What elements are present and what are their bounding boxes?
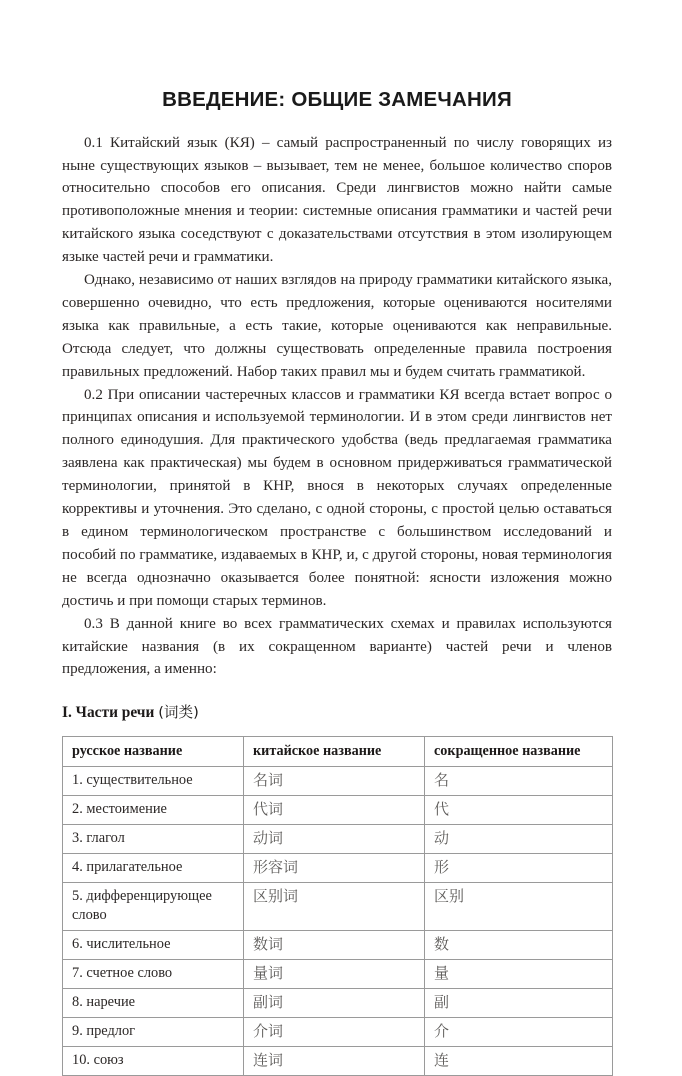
cell-abbr: 副	[425, 989, 613, 1018]
cell-chinese: 形容词	[244, 854, 425, 883]
table-row	[63, 989, 613, 1018]
table-row	[63, 1018, 613, 1047]
table-row	[63, 883, 613, 931]
cell-russian: 4. прилагательное	[63, 854, 244, 883]
cell-russian: 3. глагол	[63, 825, 244, 854]
table-row	[63, 1047, 613, 1076]
cell-russian: 10. союз	[63, 1047, 244, 1076]
table-header-row	[63, 737, 613, 767]
cell-abbr: 动	[425, 825, 613, 854]
table-body	[63, 767, 613, 1076]
parts-of-speech-table	[62, 736, 613, 1076]
cell-abbr: 量	[425, 960, 613, 989]
cell-chinese: 连词	[244, 1047, 425, 1076]
cell-chinese: 副词	[244, 989, 425, 1018]
table-row	[63, 931, 613, 960]
paragraph-0-1: 0.1 Китайский язык (КЯ) – самый распространенный по числу говорящих из ныне существующих языков – вызывает, тем не менее, большое количество споров относительно способов его описания. Среди лингвистов можно найти самые противоположные мнения и теории: системные описания грамматики и частей речи китайского языка соседствуют с доказательствами отсутствия в этом изолирующем языке частей речи и грамматики.	[62, 134, 612, 266]
page-title: ВВЕДЕНИЕ: ОБЩИЕ ЗАМЕЧАНИЯ	[162, 88, 512, 111]
cell-russian: 6. числительное	[63, 931, 244, 960]
cell-russian: 9. предлог	[63, 1018, 244, 1047]
paragraph-0-2: 0.2 При описании частеречных классов и грамматики КЯ всегда встает вопрос о принципах описания и используемой терминологии. И в этом среди лингвистов нет полного единодушия. Для практического удобства (ведь предлагаемая грамматика заявлена как практическая) мы будем в основном придерживаться грамматической терминологии, принятой в КНР, внося в некоторых случаях определенные коррективы и уточнения. Это сделано, с одной стороны, с простой целью оставаться в едином терминологическом пространстве с большинством исследований и пособий по грамматике, издаваемых в КНР, и, с другой стороны, новая терминология не всегда однозначно оказывается более понятной: ясности изложения можно достичь и при помощи старых терминов.	[62, 386, 612, 609]
cell-abbr: 连	[425, 1047, 613, 1076]
section-heading-chinese: (词类)	[158, 704, 199, 722]
table-row	[63, 960, 613, 989]
cell-chinese: 量词	[244, 960, 425, 989]
paragraph-0-3: 0.3 В данной книге во всех грамматических схемах и правилах используются китайские названия (в их сокращенном варианте) частей речи и членов предложения, а именно:	[62, 615, 612, 678]
section-heading-russian: I. Части речи	[62, 704, 155, 722]
cell-abbr: 形	[425, 854, 613, 883]
cell-russian: 1. существительное	[63, 767, 244, 796]
cell-abbr: 区别	[425, 883, 613, 931]
cell-chinese: 名词	[244, 767, 425, 796]
paragraph-however: Однако, независимо от наших взглядов на природу грамматики китайского языка, совершенно очевидно, что есть предложения, которые оцениваются носителями языка как правильные, а есть такие, которые оцениваются как неправильные. Отсюда следует, что должны существовать определенные правила построения правильных предложений. Набор таких правил мы и будем считать грамматикой.	[62, 272, 612, 380]
page-content	[62, 88, 612, 1076]
column-header-russian-name: русское название	[63, 737, 244, 767]
cell-abbr: 名	[425, 767, 613, 796]
cell-chinese: 区别词	[244, 883, 425, 931]
cell-chinese: 代词	[244, 796, 425, 825]
table-row	[63, 796, 613, 825]
table-row	[63, 825, 613, 854]
cell-chinese: 数词	[244, 931, 425, 960]
table-row	[63, 854, 613, 883]
cell-abbr: 数	[425, 931, 613, 960]
table-row	[63, 767, 613, 796]
column-header-abbreviated-name: сокращенное название	[425, 737, 613, 767]
section-heading-parts-of-speech	[62, 702, 612, 724]
cell-chinese: 介词	[244, 1018, 425, 1047]
cell-abbr: 代	[425, 796, 613, 825]
cell-russian: 7. счетное слово	[63, 960, 244, 989]
cell-russian: 5. дифференцирующее слово	[63, 883, 244, 931]
cell-russian: 8. наречие	[63, 989, 244, 1018]
cell-russian: 2. местоимение	[63, 796, 244, 825]
column-header-chinese-name: китайское название	[244, 737, 425, 767]
cell-abbr: 介	[425, 1018, 613, 1047]
cell-chinese: 动词	[244, 825, 425, 854]
